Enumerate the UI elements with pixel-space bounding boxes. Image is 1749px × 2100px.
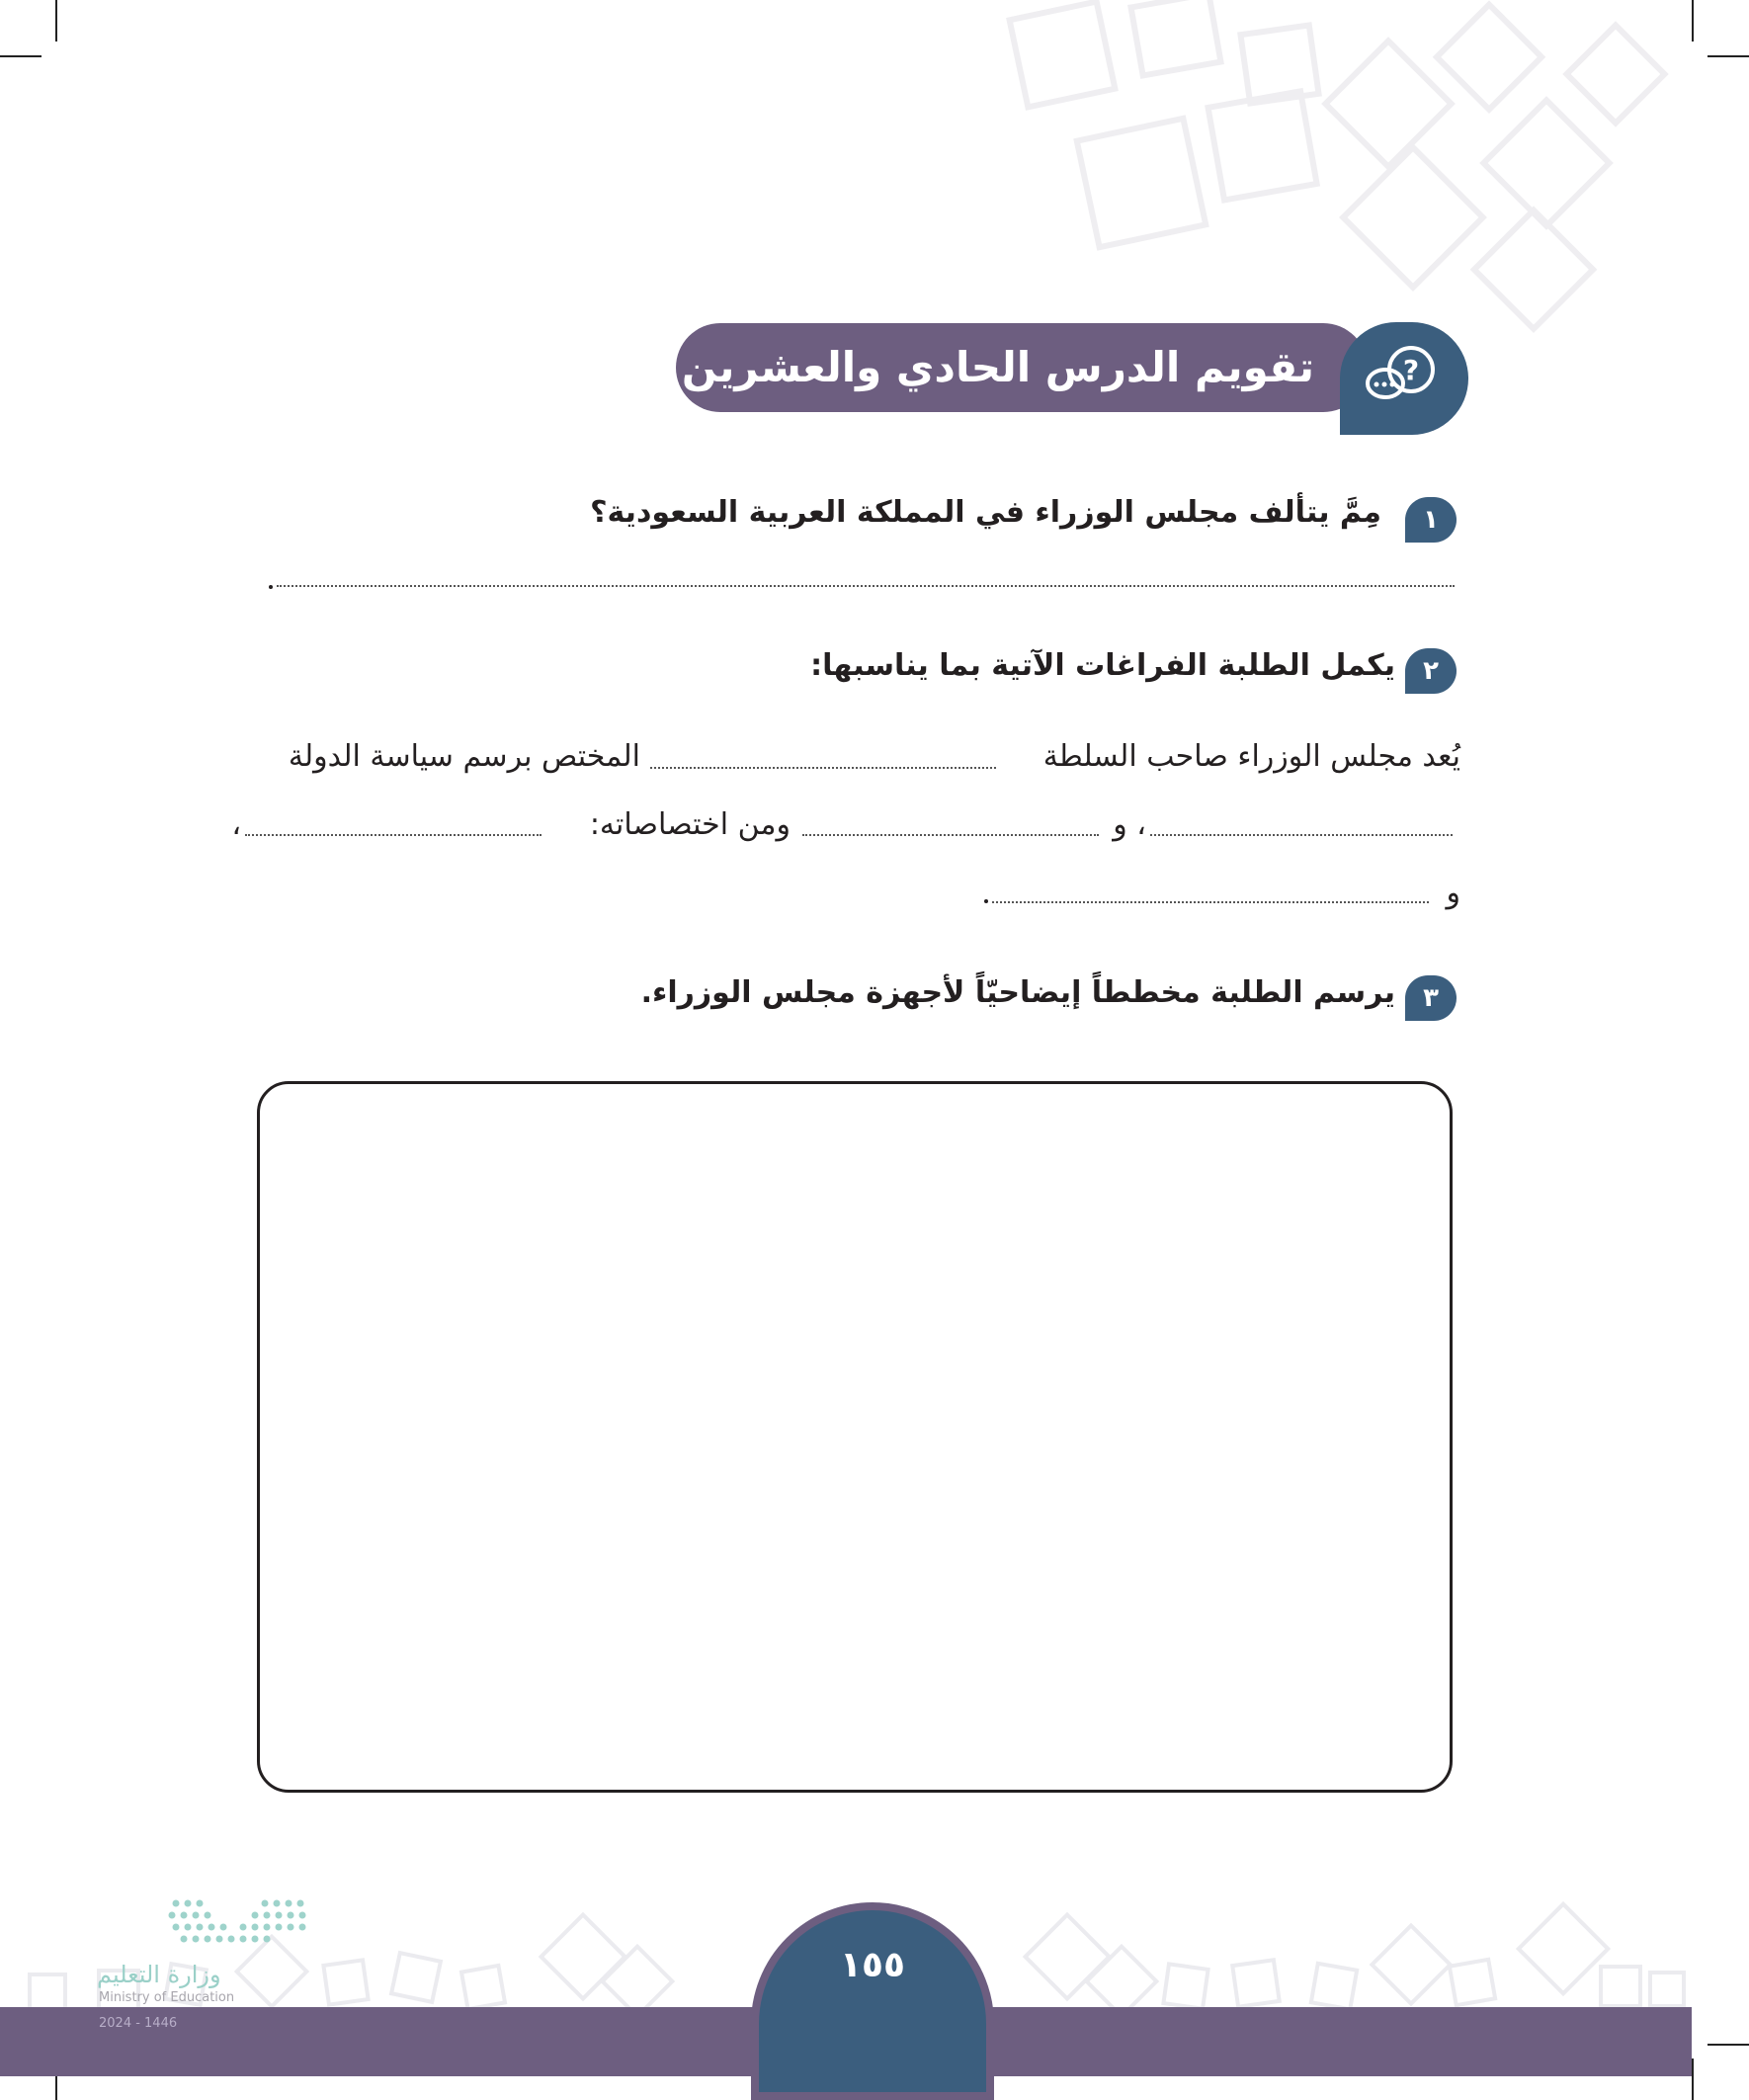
question-1-text: مِمَّ يتألف مجلس الوزراء في المملكة العربية السعودية؟ [590,495,1381,530]
period-dot [984,899,988,903]
crop-mark [55,0,57,42]
fill-line2-mid: ومن اختصاصاته: [589,807,791,842]
question-number-1: ١ [1405,497,1457,543]
page-number: ١٥٥ [840,1945,905,1985]
crop-mark [1692,2058,1694,2100]
fill-line2-and: ، و [1113,807,1146,842]
blank-5[interactable] [992,901,1429,903]
blank-2[interactable] [1150,834,1453,836]
crop-mark [1692,0,1694,42]
decorative-pattern [988,0,1692,336]
ministry-name-english: Ministry of Education [99,1990,235,2005]
crop-mark [1707,55,1749,57]
question-chat-icon [1362,340,1447,415]
svg-text:?: ? [1402,354,1420,386]
page-title: تقويم الدرس الحادي والعشرين [681,343,1314,391]
blank-1[interactable] [650,767,996,769]
crop-mark [0,55,42,57]
drawing-area[interactable] [257,1081,1453,1793]
fill-line2-comma: ، [231,807,241,842]
fill-line3-and: و [1446,876,1460,910]
edition-year: 2024 - 1446 [99,2016,178,2031]
blank-4[interactable] [245,834,541,836]
question-number-3: ٣ [1405,975,1457,1021]
period-dot [269,585,273,589]
crop-mark [1707,2044,1749,2046]
ministry-name: وزارة التعليم [97,1961,221,1988]
fill-line1-end: المختص برسم سياسة الدولة [288,739,640,774]
question-3-text: يرسم الطلبة مخططاً إيضاحيّاً لأجهزة مجلس الوزراء. [640,975,1395,1010]
blank-3[interactable] [802,834,1099,836]
answer-line[interactable] [277,585,1455,587]
question-number-2: ٢ [1405,648,1457,694]
question-2-text: يكمل الطلبة الفراغات الآتية بما يناسبها: [810,648,1395,683]
fill-line1-start: يُعد مجلس الوزراء صاحب السلطة [1042,739,1460,774]
